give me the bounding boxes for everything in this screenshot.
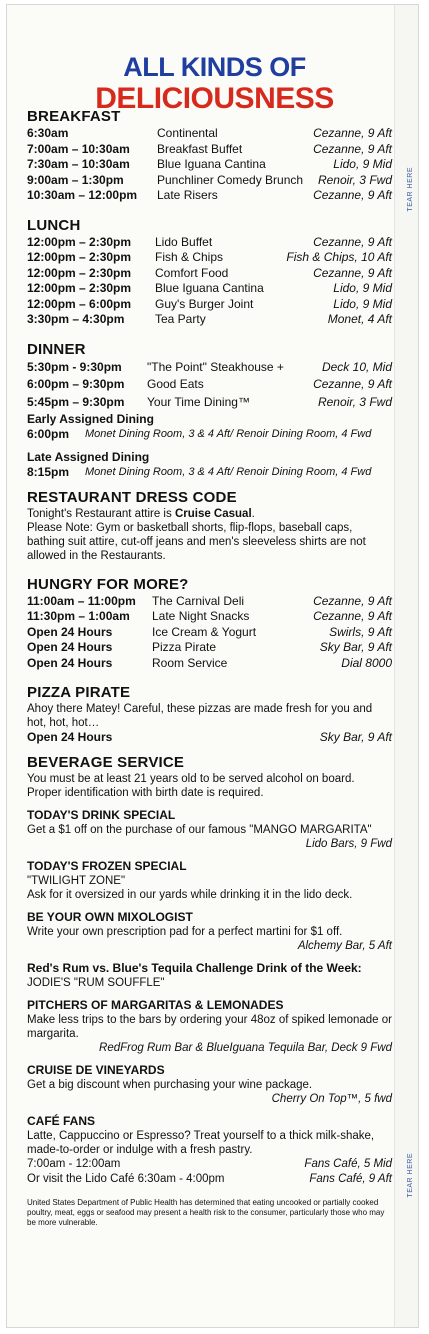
pitchers-heading: PITCHERS OF MARGARITAS & LEMONADES xyxy=(27,997,284,1012)
mixologist-heading: BE YOUR OWN MIXOLOGIST xyxy=(27,909,193,924)
menu-content xyxy=(27,108,392,1228)
dress-code-heading: RESTAURANT DRESS CODE xyxy=(27,488,237,506)
hungry-list xyxy=(27,594,392,672)
cafe-text: Latte, Cappuccino or Espresso? Treat yourself to a thick milk-shake, made-to-order or indulge with a fresh pastry. xyxy=(27,1129,375,1156)
list-item: 7:30am – 10:30am Blue Iguana Cantina Lido, 9 Mid xyxy=(27,157,392,171)
header-line-1: ALL KINDS OF xyxy=(123,52,306,82)
challenge-heading: Red's Rum vs. Blue's Tequila Challenge Drink of the Week: xyxy=(27,960,362,975)
challenge-drink: JODIE'S "RUM SOUFFLE" xyxy=(27,976,165,989)
frozen-special-name: "TWILIGHT ZONE" xyxy=(27,874,126,887)
list-item: 5:30pm - 9:30pm "The Point" Steakhouse + Deck 10, Mid xyxy=(27,359,392,374)
beverage-text: You must be at least 21 years old to be served alcohol on board. Proper identification with birth date is required. xyxy=(27,772,355,799)
dinner-list xyxy=(27,359,392,412)
vineyards-location: Cherry On Top™, 5 fwd xyxy=(271,1092,392,1105)
dinner-heading: DINNER xyxy=(27,340,86,358)
mixologist-location: Alchemy Bar, 5 Aft xyxy=(297,939,392,952)
list-item: 10:30am – 12:00pm Late Risers Cezanne, 9 Aft xyxy=(27,188,392,202)
list-item: Open 24 Hours Ice Cream & Yogurt Swirls, 9 Aft xyxy=(27,624,392,639)
list-item: 5:45pm – 9:30pm Your Time Dining™ Renoir, 3 Fwd xyxy=(27,394,392,409)
breakfast-heading: BREAKFAST xyxy=(27,108,121,125)
list-item: Open 24 Hours Pizza Pirate Sky Bar, 9 Aft xyxy=(27,640,392,654)
vineyards-heading: CRUISE DE VINEYARDS xyxy=(27,1062,165,1077)
pizza-heading: PIZZA PIRATE xyxy=(27,684,131,701)
list-item: 12:00pm – 2:30pm Blue Iguana Cantina Lido, 9 Mid xyxy=(27,281,392,295)
list-item: 12:00pm – 2:30pm Comfort Food Cezanne, 9 Aft xyxy=(27,265,392,280)
cafe-row-2: Or visit the Lido Café 6:30am - 4:00pm Fans Café, 9 Aft xyxy=(27,1173,392,1185)
tear-here-label-bottom: TEAR HERE xyxy=(407,1153,414,1198)
frozen-special-heading: TODAY'S FROZEN SPECIAL xyxy=(27,858,187,873)
tear-strip xyxy=(394,5,418,1327)
dress-code-attire: Tonight's Restaurant attire is Cruise Casual. xyxy=(27,507,255,520)
pizza-hours-row: Open 24 Hours Sky Bar, 9 Aft xyxy=(27,730,392,744)
dress-code-note: Please Note: Gym or basketball shorts, flip-flops, baseball caps, bathing suit attire, cut-off jeans and men's sleeveless shirts are not allowed in the Restaurants. xyxy=(27,521,366,562)
cafe-row-1: 7:00am - 12:00am Fans Café, 5 Mid xyxy=(27,1157,392,1170)
list-item: 11:30pm – 1:00am Late Night Snacks Cezanne, 9 Aft xyxy=(27,609,392,623)
late-dining-heading: Late Assigned Dining xyxy=(27,450,150,464)
list-item: 3:30pm – 4:30pm Tea Party Monet, 4 Aft xyxy=(27,312,392,326)
health-disclaimer: United States Department of Public Health has determined that eating uncooked or partially cooked poultry, meat, eggs or seafood may present a health risk to the consumer, particularly those who may be more vulnerable. xyxy=(27,1197,385,1227)
breakfast-list xyxy=(27,126,392,204)
header-line-2: DELICIOUSNESS xyxy=(95,82,334,115)
list-item: 12:00pm – 6:00pm Guy's Burger Joint Lido, 9 Mid xyxy=(27,296,392,311)
lunch-list xyxy=(27,235,392,328)
late-dining-row: 8:15pm Monet Dining Room, 3 & 4 Aft/ Renoir Dining Room, 4 Fwd xyxy=(27,465,372,479)
pitchers-text: Make less trips to the bars by ordering your 48oz of spiked lemonade or margarita. xyxy=(27,1013,392,1040)
drink-special-text: Get a $1 off on the purchase of our famous "MANGO MARGARITA" xyxy=(27,823,372,836)
list-item: 7:00am – 10:30am Breakfast Buffet Cezanne, 9 Aft xyxy=(27,141,392,156)
frozen-special-text: Ask for it oversized in our yards while drinking it in the lido deck. xyxy=(27,888,353,901)
mixologist-text: Write your own prescription pad for a perfect martini for $1 off. xyxy=(27,925,343,938)
hungry-heading: HUNGRY FOR MORE? xyxy=(27,575,189,593)
pitchers-location: RedFrog Rum Bar & BlueIguana Tequila Bar, Deck 9 Fwd xyxy=(99,1041,392,1054)
beverage-heading: BEVERAGE SERVICE xyxy=(27,753,185,771)
early-dining-heading: Early Assigned Dining xyxy=(27,411,154,426)
drink-special-location: Lido Bars, 9 Fwd xyxy=(305,837,392,850)
vineyards-text: Get a big discount when purchasing your wine package. xyxy=(27,1078,313,1091)
list-item: 9:00am – 1:30pm Punchliner Comedy Brunch Renoir, 3 Fwd xyxy=(27,172,392,187)
lunch-heading: LUNCH xyxy=(27,216,81,234)
list-item: 11:00am – 11:00pm The Carnival Deli Cezanne, 9 Aft xyxy=(27,593,392,608)
list-item: 12:00pm – 2:30pm Fish & Chips Fish & Chips, 10 Aft xyxy=(27,250,392,264)
list-item: 6:00pm – 9:30pm Good Eats Cezanne, 9 Aft xyxy=(27,376,392,391)
early-dining-row: 6:00pm Monet Dining Room, 3 & 4 Aft/ Renoir Dining Room, 4 Fwd xyxy=(27,426,372,441)
cafe-heading: CAFÉ FANS xyxy=(27,1113,96,1128)
list-item: 6:30am Continental Cezanne, 9 Aft xyxy=(27,126,392,140)
list-item: 12:00pm – 2:30pm Lido Buffet Cezanne, 9 Aft xyxy=(27,234,392,249)
pizza-text: Ahoy there Matey! Careful, these pizzas are made fresh for you and hot, hot, hot… xyxy=(27,703,373,729)
tear-here-label-top: TEAR HERE xyxy=(407,167,414,212)
drink-special-heading: TODAY'S DRINK SPECIAL xyxy=(27,807,176,822)
list-item: Open 24 Hours Room Service Dial 8000 xyxy=(27,655,392,670)
